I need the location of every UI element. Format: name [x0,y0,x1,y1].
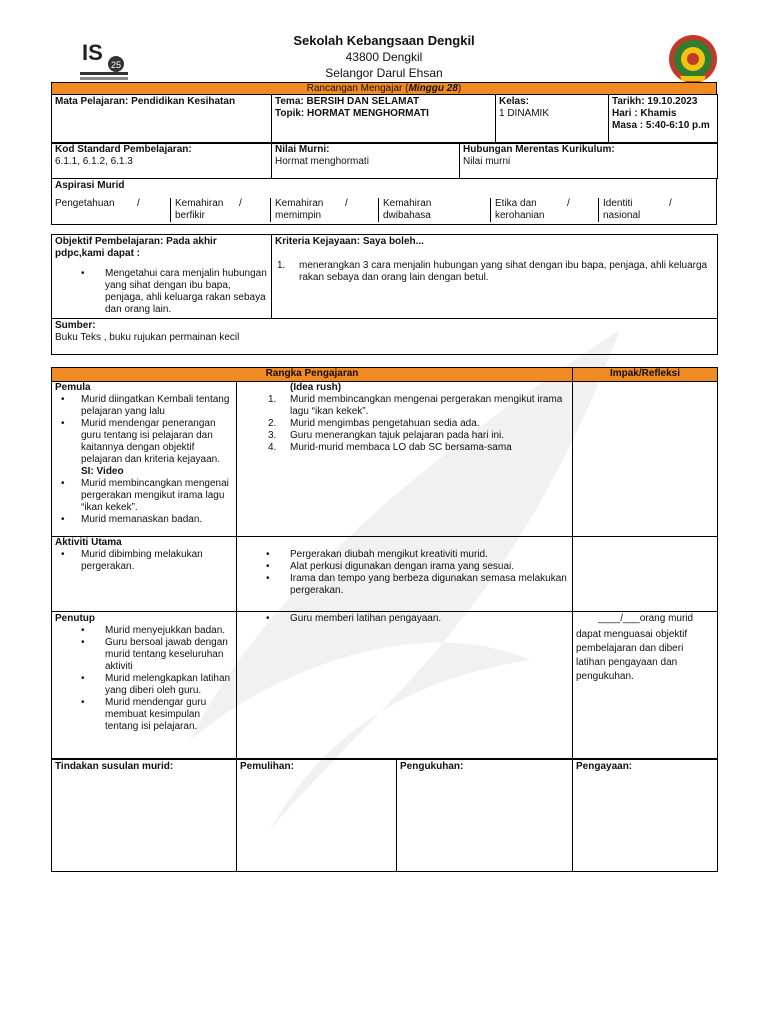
penutup-right-item-0: • Guru memberi latihan pengayaan. [290,613,569,625]
plan-title-text: Rancangan Mengajar ( [306,83,409,94]
idea-text-2: Guru menerangkan tajuk pelajaran pada hari ini. [290,430,505,441]
kriteria-text: menerangkan 3 cara menjalin hubungan yang sihat dengan ibu bapa, penjaga, ahli keluarga rakan sebaya dan orang lain dengan betul. [299,260,708,283]
penutup-label: Penutup [55,613,95,624]
penutup-right-list [240,613,569,625]
school-emblem-logo [668,34,718,84]
aktiviti-right-cell [237,537,573,612]
pemula-item-2: • Murid membincangkan mengenai pergerakan mengikut irama lagu “ikan kekek”. [81,478,233,514]
impak-title: Impak/Refleksi [573,368,718,382]
date-cell [609,95,718,144]
pemulihan-cell: Pemulihan: [237,760,397,872]
tarikh: Tarikh: 19.10.2023 [612,96,698,107]
aspirasi-label: Aspirasi Murid [55,180,125,191]
kriteria-num: 1. [277,260,286,271]
kelas-value: 1 DINAMIK [499,108,550,119]
penutup-cell [52,612,237,759]
pemula-item-0: • Murid diingatkan Kembali tentang pelajaran yang lalu [81,394,233,418]
penutup-item-0: • Murid menyejukkan badan. [105,625,233,637]
nilai-label: Nilai Murni: [275,144,330,155]
hubungan-label: Hubungan Merentas Kurikulum: [463,144,615,155]
sumber-value: Buku Teks , buku rujukan permainan kecil [55,332,240,343]
idea-num-2: 3. [268,430,277,441]
kod-value: 6.1.1, 6.1.2, 6.1.3 [55,156,133,167]
hari: Hari : Khamis [612,108,677,119]
refleksi-text: dapat menguasai objektif pembelajaran dan diberi latihan pengayaan dan pengukuhan. [576,629,688,682]
penutup-item-1: • Guru bersoal jawab dengan murid tentang keseluruhan aktiviti [105,637,233,673]
kriteria-label: Kriteria Kejayaan: Saya boleh... [275,236,424,247]
school-state: Selangor Darul Ehsan [325,66,443,80]
tema-topik-cell [272,95,496,144]
idea-item-0 [268,394,569,418]
penutup-right-cell [237,612,573,759]
idea-text-1: Murid mengimbas pengetahuan sedia ada. [290,418,480,429]
pemula-label: Pemula [55,382,91,393]
pengayaan-cell: Pengayaan: [573,760,718,872]
subject-cell: Mata Pelajaran: Pendidikan Kesihatan [52,95,272,144]
aspirasi-item-2: Kemahiran memimpin [275,198,324,221]
objektif-cell [52,235,272,319]
plan-title-end: ) [457,83,462,94]
aspirasi-mark-3 [451,198,491,222]
nilai-value: Hormat menghormati [275,156,369,167]
idea-item-3 [268,442,569,454]
aspirasi-item-1: Kemahiran berfikir [175,198,224,221]
aspirasi-mark-1: / [239,198,271,222]
idea-text-3: Murid-murid membaca LO dab SC bersama-sama [290,442,512,453]
kelas-label: Kelas: [499,96,530,107]
hubungan-value: Nilai murni [463,156,511,167]
aspirasi-item-0: Pengetahuan [55,198,115,209]
penutup-item-2: • Murid melengkapkan latihan yang diberi oleh guru. [105,673,233,697]
standard-table [51,142,718,179]
aktiviti-right-item-0: • Pergerakan diubah mengikut kreativiti murid. [290,549,569,561]
school-name: Sekolah Kebangsaan Dengkil [293,33,475,48]
plan-week: Minggu 28 [408,83,458,94]
topik: Topik: HORMAT MENGHORMATI [275,108,429,119]
impak-pemula-cell [573,382,718,537]
objektif-table [51,234,718,355]
kriteria-cell [272,235,718,319]
rangka-title: Rangka Pengajaran [52,368,573,382]
kelas-cell [496,95,609,144]
kriteria-item [275,260,714,284]
aktiviti-list [55,549,233,573]
kod-label: Kod Standard Pembelajaran: [55,144,192,155]
pemula-item-1 [81,418,233,478]
tindakan-table [51,759,718,872]
kod-standard-cell [52,143,272,179]
tindakan-cell: Tindakan susulan murid: [52,760,237,872]
penutup-list [55,625,233,733]
pemula-list [55,394,233,526]
svg-text:IS: IS [82,40,103,65]
aspirasi-mark-5: / [669,198,672,209]
aspirasi-mark-0: / [137,198,171,222]
rangka-table [51,367,718,759]
refleksi-line1: ____/___orang murid [598,613,694,624]
aktiviti-right-list [240,549,569,597]
nilai-murni-cell [272,143,460,179]
plan-title [52,83,717,95]
svg-text:25: 25 [111,60,122,70]
pemula-item-1-text: Murid mendengar penerangan guru tentang isi pelajaran dan kaitannya dengan objektif pelajaran dan kriteria kejayaan. [81,418,220,465]
aspirasi-item-5: Identiti nasional [603,198,641,221]
aspirasi-item-4: Etika dan kerohanian [495,198,545,221]
aspirasi-cell [52,179,717,225]
hubungan-cell [460,143,718,179]
tema: Tema: BERSIH DAN SELAMAT [275,96,420,107]
idea-text-0: Murid membincangkan mengenai pergerakan mengikut irama lagu “ikan kekek”. [290,394,563,417]
aktiviti-item-0: • Murid dibimbing melakukan pergerakan. [81,549,233,573]
idea-list [240,394,569,454]
masa: Masa : 5:40-6:10 p.m [612,120,710,131]
pemula-sl: SI: Video [81,466,124,477]
pemula-cell [52,382,237,537]
objektif-list [55,268,268,316]
idea-num-1: 2. [268,418,277,429]
aspirasi-item-3: Kemahiran dwibahasa [383,198,432,221]
pengukuhan-cell: Pengukuhan: [397,760,573,872]
idea-num-0: 1. [268,394,277,405]
objektif-label: Objektif Pembelajaran: Pada akhir pdpc,kami dapat : [55,236,217,259]
aktiviti-right-item-2: • Irama dan tempo yang berbeza digunakan semasa melakukan pergerakan. [290,573,569,597]
refleksi-cell [573,612,718,759]
penutup-item-3: • Murid mendengar guru membuat kesimpulan tentang isi pelajaran. [105,697,233,733]
aspirasi-mark-4: / [567,198,599,222]
aspirasi-mark-2: / [345,198,379,222]
school-postcode: 43800 Dengkil [345,50,423,64]
aspirasi-table [51,178,717,225]
idea-label: (Idea rush) [290,382,342,393]
aktiviti-label: Aktiviti Utama [55,537,122,548]
pemula-item-3: • Murid memanaskan badan. [81,514,233,526]
sumber-cell [52,319,718,355]
impak-aktiviti-cell [573,537,718,612]
idea-cell [237,382,573,537]
idea-item-1 [268,418,569,430]
aspirasi-row [55,198,713,222]
aktiviti-right-item-1: • Alat perkusi digunakan dengan irama yang sesuai. [290,561,569,573]
lesson-info-table [51,94,718,144]
sumber-label: Sumber: [55,320,96,331]
aktiviti-cell [52,537,237,612]
objektif-item: • Mengetahui cara menjalin hubungan yang sihat dengan ibu bapa, penjaga, ahli keluarga rakan sebaya dan orang lain. [105,268,268,316]
idea-num-3: 4. [268,442,277,453]
idea-item-2 [268,430,569,442]
